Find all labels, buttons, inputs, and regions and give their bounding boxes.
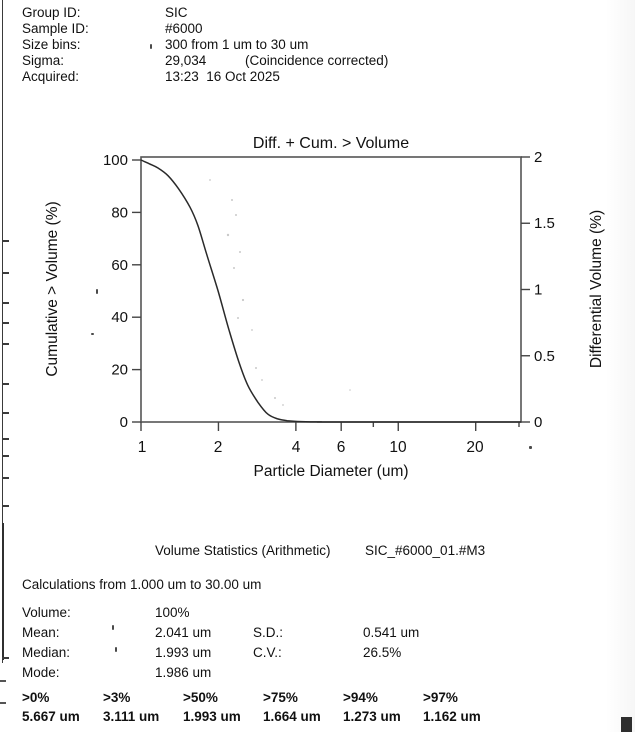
stat-value: 1.986 um: [155, 665, 212, 680]
percentile-header: >75%: [263, 690, 298, 705]
stat-value: 1.993 um: [155, 645, 212, 660]
y-left-tick: 20: [111, 361, 128, 379]
header-label: Acquired:: [22, 69, 80, 84]
x-tick: 2: [213, 439, 223, 456]
scan-noise-specks: [209, 179, 351, 406]
header-row: [0, 69, 635, 85]
stat-value: 2.041 um: [155, 625, 212, 640]
stats-run-id: SIC_#6000_01.#M3: [365, 543, 486, 558]
y-left-tick: 100: [102, 152, 128, 169]
y-right-tick: 0.5: [534, 348, 555, 365]
percentile-header: >50%: [183, 690, 218, 705]
header-value: SIC: [165, 5, 188, 20]
x-tick: 4: [291, 439, 301, 456]
stat-label: Mean:: [22, 625, 60, 640]
percentile-value: 3.111 um: [103, 709, 160, 724]
stats-row: [0, 645, 635, 665]
stats-row: [0, 605, 635, 625]
header-row: [0, 21, 635, 37]
y-left-tick: 80: [111, 204, 128, 222]
y-left-tick: 0: [119, 414, 128, 431]
percentile-value: 1.993 um: [183, 709, 241, 724]
percentile-header: >3%: [103, 690, 131, 705]
header-label: Sigma:: [22, 53, 65, 68]
axis-ticks: [132, 157, 530, 431]
x-tick: 6: [336, 439, 346, 456]
plot-frame: [141, 157, 521, 422]
percentile-header: >94%: [343, 690, 378, 705]
header-note: (Coincidence corrected): [245, 53, 389, 68]
header-row: [0, 53, 635, 69]
y-right-tick: 2: [534, 149, 543, 166]
y-right-tick: 1: [534, 281, 543, 299]
y-right-tick: 0: [534, 414, 543, 431]
percentile-value: 5.667 um: [22, 709, 80, 724]
header-label: Group ID:: [22, 5, 81, 20]
y-right-axis-title: Differential Volume (%): [588, 209, 605, 369]
stats-section-title: Volume Statistics (Arithmetic): [155, 543, 331, 558]
y-left-tick-labels: [103, 152, 128, 431]
header-row: [0, 5, 635, 21]
header-value: #6000: [165, 21, 203, 36]
y-left-tick: 40: [111, 309, 128, 327]
header-value: 300 from 1 um to 30 um: [165, 37, 309, 52]
x-tick: 20: [466, 439, 484, 456]
stat-label: S.D.:: [253, 625, 284, 640]
x-tick-labels: [138, 439, 484, 456]
percentile-header: >97%: [423, 690, 458, 705]
y-left-axis-title: Cumulative > Volume (%): [44, 201, 61, 377]
stat-value: 26.5%: [363, 645, 402, 660]
header-value: 29,034: [165, 53, 207, 68]
stat-label: Volume:: [22, 605, 71, 620]
stats-calc-range: Calculations from 1.000 um to 30.00 um: [22, 577, 262, 592]
chart-title: Diff. + Cum. > Volume: [252, 135, 410, 152]
stats-row: [0, 625, 635, 645]
particle-size-chart: [0, 118, 635, 486]
x-axis-title: Particle Diameter (um): [253, 463, 409, 480]
x-tick: 1: [137, 439, 147, 456]
percentile-table: [0, 690, 635, 730]
stat-value: 100%: [155, 605, 190, 620]
stat-label: Mode:: [22, 665, 60, 680]
header-label: Sample ID:: [22, 21, 89, 36]
percentile-value: 1.664 um: [263, 709, 321, 724]
y-left-tick: 60: [111, 256, 128, 274]
percentile-header: >0%: [22, 690, 50, 705]
x-tick: 10: [389, 439, 407, 456]
cumulative-volume-curve: [141, 160, 521, 422]
stat-label: Median:: [22, 645, 71, 660]
stat-value: 0.541 um: [363, 625, 420, 640]
header-value: 13:23 16 Oct 2025: [165, 69, 280, 84]
percentile-value: 1.273 um: [343, 709, 401, 724]
y-right-tick: 1.5: [534, 215, 555, 232]
header-row: [0, 37, 635, 53]
header-label: Size bins:: [22, 37, 81, 52]
stats-row: [0, 665, 635, 685]
y-right-tick-labels: [534, 149, 555, 431]
stat-label: C.V.:: [253, 645, 282, 660]
percentile-value: 1.162 um: [423, 709, 481, 724]
